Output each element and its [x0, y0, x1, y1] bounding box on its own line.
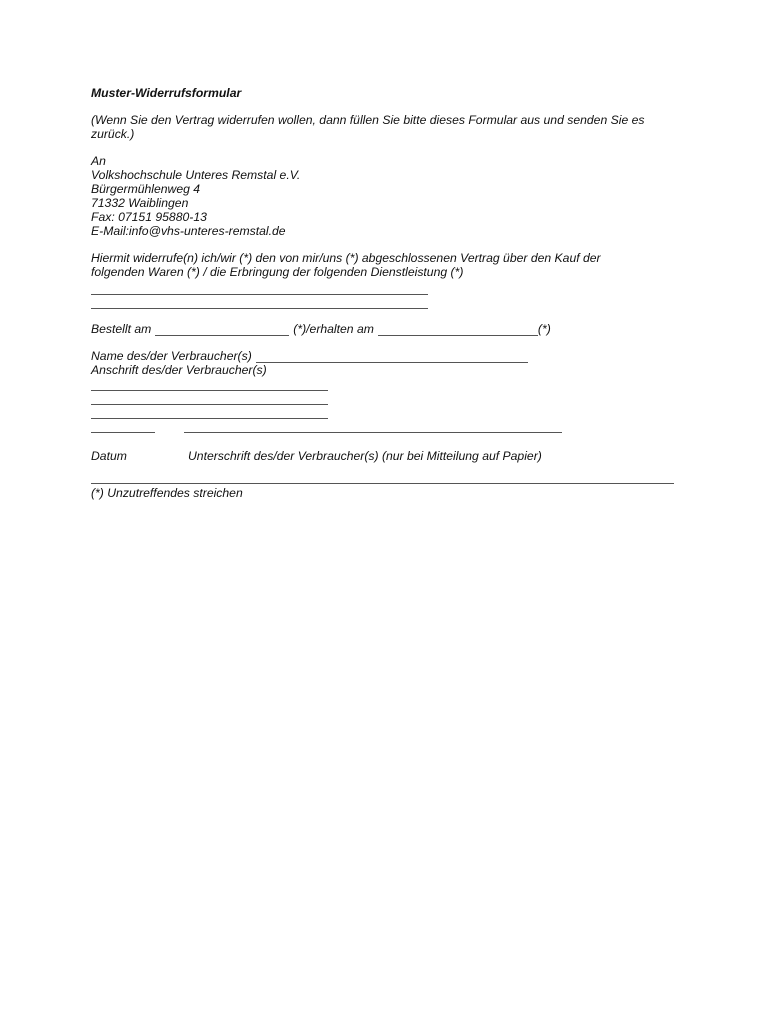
- signature-labels: [91, 449, 691, 465]
- address-fax: Fax: 07151 95880-13: [91, 210, 207, 224]
- date-field[interactable]: [91, 432, 155, 433]
- ordered-date-field[interactable]: [155, 335, 289, 336]
- consumer-name-row: [91, 349, 691, 363]
- signature-lines: [91, 419, 691, 449]
- goods-blank-2[interactable]: [91, 295, 428, 309]
- consumer-name-field[interactable]: [256, 362, 528, 363]
- address-an: An: [91, 154, 106, 168]
- address-name: Volkshochschule Unteres Remstal e.V.: [91, 168, 301, 182]
- consumer-address-field-2[interactable]: [91, 391, 328, 405]
- ordered-label: Bestellt am: [91, 322, 152, 336]
- recipient-address: [91, 154, 671, 238]
- order-dates-row: [91, 322, 691, 336]
- received-suffix: (*): [537, 322, 551, 336]
- signature-field[interactable]: [184, 432, 562, 433]
- signature-label: Unterschrift des/der Verbraucher(s) (nur bei Mitteilung auf Papier): [188, 449, 542, 463]
- consumer-name-label: Name des/der Verbraucher(s): [91, 349, 252, 363]
- withdrawal-form: [91, 86, 691, 500]
- date-label: Datum: [91, 449, 127, 463]
- statement-line-1: Hiermit widerrufe(n) ich/wir (*) den von mir/uns (*) abgeschlossenen Vertrag über den Kauf der: [91, 251, 601, 265]
- received-label: (*)/erhalten am: [293, 322, 374, 336]
- received-date-field[interactable]: [378, 335, 538, 336]
- withdrawal-statement: [91, 251, 691, 279]
- goods-blank-1[interactable]: [91, 281, 428, 295]
- statement-line-2: folgenden Waren (*) / die Erbringung der folgenden Dienstleistung (*): [91, 265, 464, 279]
- address-city: 71332 Waiblingen: [91, 196, 189, 210]
- address-email: E-Mail:info@vhs-unteres-remstal.de: [91, 224, 286, 238]
- footnote-divider: [91, 483, 674, 484]
- consumer-address-label: Anschrift des/der Verbraucher(s): [91, 363, 267, 377]
- footnote: (*) Unzutreffendes streichen: [91, 486, 243, 500]
- form-intro: (Wenn Sie den Vertrag widerrufen wollen, dann füllen Sie bitte dieses Formular aus und senden Sie es zurück.): [91, 113, 645, 141]
- form-title: Muster-Widerrufsformular: [91, 86, 242, 100]
- consumer-address-field-1[interactable]: [91, 377, 328, 391]
- address-street: Bürgermühlenweg 4: [91, 182, 201, 196]
- consumer-address-field-3[interactable]: [91, 405, 328, 419]
